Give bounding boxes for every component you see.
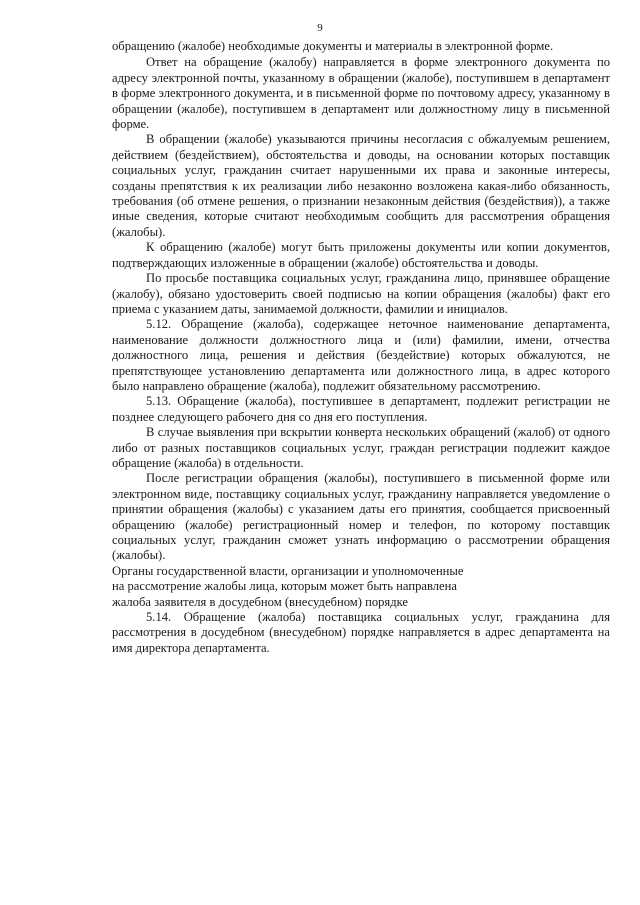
paragraph-5-14: 5.14. Обращение (жалоба) поставщика социальных услуг, гражданина для рассмотрения в досудебном (внесудебном) порядке направляется в адрес департамента на имя директора департамента. bbox=[112, 610, 610, 655]
paragraph-complaint-reasons: В обращении (жалобе) указываются причины несогласия с обжалуемым решением, действием (бездействием), обстоятельства и доводы, на основании которых поставщик социальных услуг, гражданин считает нарушенными их права и законные интересы, созданы препятствия к их реализации либо незаконно возложена какая-либо обязанность, требования (об отмене решения, о признании незаконным действия (бездействия)), а также иные сведения, которые считают необходимым сообщить для рассмотрения обращения (жалобы). bbox=[112, 132, 610, 239]
page-number: 9 bbox=[317, 22, 323, 34]
paragraph-5-12: 5.12. Обращение (жалоба), содержащее неточное наименование департамента, наименование должности должностного лица и (или) фамилии, имени, отчества должностного лица, решения и действия (бездействие) которых обжалуются, не препятствующее установлению департамента или должностного лица, в адрес которого было направлено обращение (жалоба), подлежит обязательному рассмотрению. bbox=[112, 317, 610, 393]
paragraph-continuation: обращению (жалобе) необходимые документы и материалы в электронной форме. bbox=[112, 39, 554, 53]
paragraph-attachments: К обращению (жалобе) могут быть приложены документы или копии документов, подтверждающих изложенные в обращении (жалобе) обстоятельства и доводы. bbox=[112, 240, 610, 270]
paragraph-multiple-complaints: В случае выявления при вскрытии конверта нескольких обращений (жалоб) от одного либо от разных поставщиков социальных услуг, граждан регистрации подлежит каждое обращение (жалоба) в отдельности. bbox=[112, 425, 610, 470]
section-heading-line: жалоба заявителя в досудебном (внесудебном) порядке bbox=[112, 594, 409, 609]
document-body bbox=[112, 39, 610, 656]
paragraph-response-form: Ответ на обращение (жалобу) направляется в форме электронного документа по адресу электронной почты, указанному в обращении (жалобе), поступившем в департамент в форме электронного документа, и в письменной форме по почтовому адресу, указанному в обращении (жалобе), поступившем в департамент или должностному лицу в письменной форме. bbox=[112, 55, 610, 132]
paragraph-registration-notice: После регистрации обращения (жалобы), поступившего в письменной форме или электронном виде, поставщику социальных услуг, гражданину направляется уведомление о принятии обращения (жалобы) с указанием даты его принятия, сообщается присвоенный обращению (жалобе) регистрационный номер и телефон, по которому поставщик социальных услуг, гражданин сможет узнать информацию о рассмотрении обращения (жалобы). bbox=[112, 471, 610, 563]
section-heading bbox=[112, 564, 610, 610]
section-heading-line: на рассмотрение жалобы лица, которым может быть направлена bbox=[112, 579, 457, 594]
paragraph-5-13: 5.13. Обращение (жалоба), поступившее в департамент, подлежит регистрации не позднее следующего рабочего дня со дня его поступления. bbox=[112, 394, 610, 424]
section-heading-line: Органы государственной власти, организации и уполномоченные bbox=[112, 563, 464, 578]
paragraph-copy-certification: По просьбе поставщика социальных услуг, гражданина лицо, принявшее обращение (жалобу), обязано удостоверить своей подписью на копии обращения (жалобы) факт его приема с указанием даты, занимаемой должности, фамилии и инициалов. bbox=[112, 271, 610, 316]
